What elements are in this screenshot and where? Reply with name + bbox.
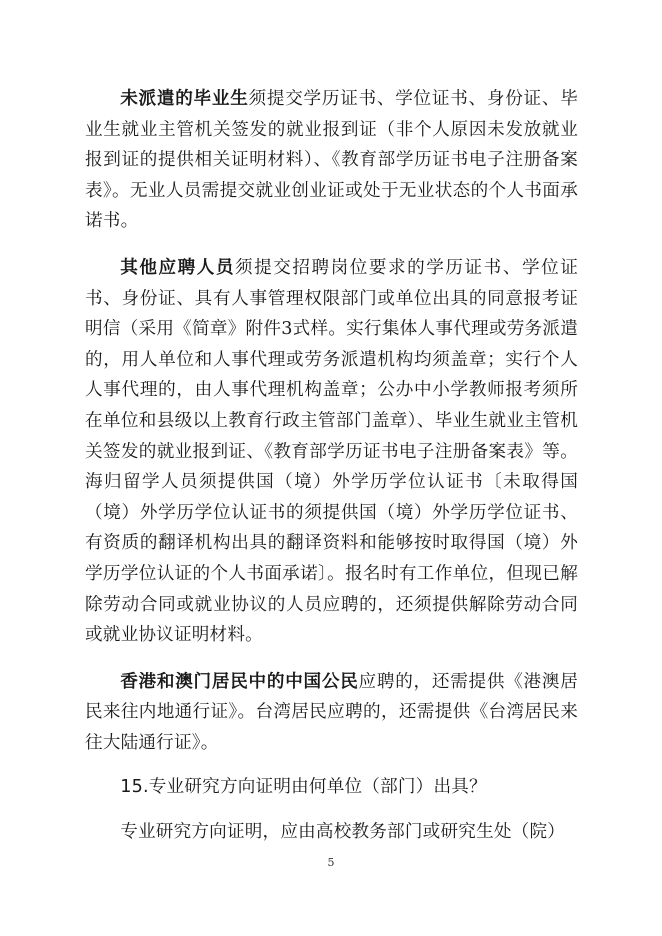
- paragraph-body: 应聘的，还需提供《港澳居民来往内地通行证》。台湾居民应聘的，还需提供《台湾居民来往大陆通行证》。: [85, 671, 578, 753]
- paragraph-research-direction: 专业研究方向证明，应由高校教务部门或研究生处（院）: [120, 822, 566, 843]
- paragraph-body: 须提交招聘岗位要求的学历证书、学位证书、身份证、具有人事管理权限部门或单位出具的同意报考证明信（采用《简章》附件3式样。实行集体人事代理或劳务派遣的，用人单位和人事代理或劳务派遣机构均须盖章；实行个人人事代理的，由人事代理机构盖章；公办中小学教师报考须所在单位和县级以上教育行政主管部门盖章）、毕业生就业主管机关签发的就业报到证、《教育部学历证书电子注册备案表》等。海归留学人员须提供国（境）外学历学位认证书〔未取得国（境）外学历学位认证书的须提供国（境）外学历学位证书、有资质的翻译机构出具的翻译资料和能够按时取得国（境）外学历学位认证的个人书面承诺〕。报名时有工作单位，但现已解除劳动合同或就业协议的人员应聘的，还须提供解除劳动合同或就业协议证明材料。: [85, 257, 579, 646]
- paragraph-body: 须提交学历证书、学位证书、身份证、毕业生就业主管机关签发的就业报到证（非个人原因未发放就业报到证的提供相关证明材料）、《教育部学历证书电子注册备案表》。无业人员需提交就业创业证或处于无业状态的个人书面承诺书。: [85, 89, 578, 232]
- paragraph-unassigned-graduates: [85, 84, 578, 237]
- paragraph-lead: 其他应聘人员: [120, 257, 235, 278]
- document-page: [85, 84, 578, 848]
- paragraph-lead: 未派遣的毕业生: [120, 89, 249, 109]
- page-number: 5: [327, 856, 335, 869]
- paragraph-hk-macau-residents: [85, 667, 578, 759]
- paragraph-lead: 香港和澳门居民中的中国公民: [120, 671, 359, 692]
- section-heading: 15.专业研究方向证明由何单位（部门）出具？: [120, 777, 487, 798]
- paragraph-other-applicants: [85, 253, 578, 651]
